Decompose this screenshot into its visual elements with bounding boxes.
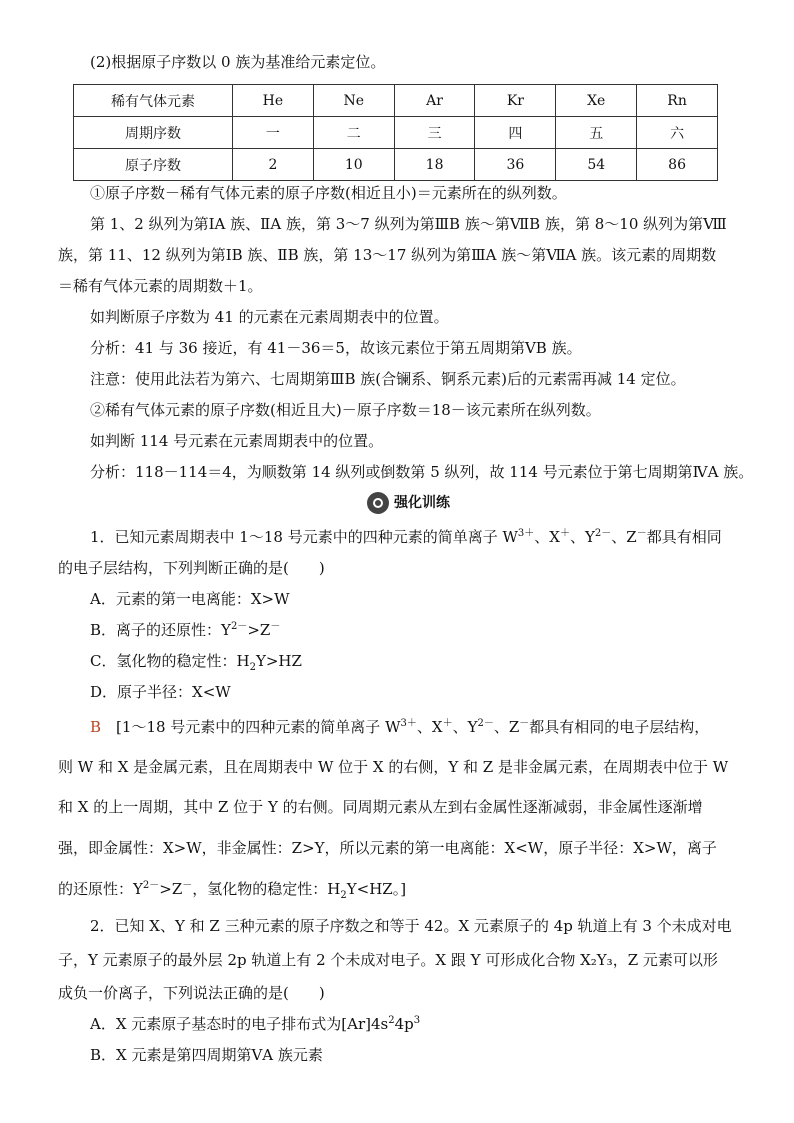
q2-option-b: B．X 元素是第四周期第ⅤA 族元素 <box>90 1046 323 1064</box>
q1-explanation-line: 强，即金属性：X>W，非金属性：Z>Y，所以元素的第一电离能：X<W，原子半径：X>W，离子 <box>58 839 717 857</box>
q1-option-a: A．元素的第一电离能：X>W <box>90 590 290 608</box>
q1-option-b: B．离子的还原性：$Y^{2-}>Z^-$ <box>90 621 281 639</box>
method1-line: 分析：41 与 36 接近，有 41－36＝5，故该元素位于第五周期第ⅤB 族。 <box>90 339 582 357</box>
method1-line: 族，第 11、12 纵列为第ⅠB 族、ⅡB 族，第 13～17 纵列为第ⅢA 族～第ⅦA 族。该元素的周期数 <box>58 246 717 264</box>
table-cell: 2 <box>233 149 314 181</box>
table-cell: Xe <box>556 85 637 117</box>
table-cell: 六 <box>637 117 718 149</box>
table-cell: 86 <box>637 149 718 181</box>
method1-line: 注意：使用此法若为第六、七周期第ⅢB 族(合镧系、锕系元素)后的元素需再减 14 定位。 <box>90 370 686 388</box>
table-cell: 四 <box>475 117 556 149</box>
table-cell: 18 <box>394 149 475 181</box>
table-cell: 10 <box>313 149 394 181</box>
table-cell: 一 <box>233 117 314 149</box>
method1-line: 如判断原子序数为 41 的元素在元素周期表中的位置。 <box>90 308 449 326</box>
method2-line: 如判断 114 号元素在元素周期表中的位置。 <box>90 432 384 450</box>
table-cell: He <box>233 85 314 117</box>
q1-stem-line: 的电子层结构，下列判断正确的是( ) <box>58 559 325 577</box>
method2-line: ②稀有气体元素的原子序数(相近且大)－原子序数＝18－该元素所在纵列数。 <box>90 401 601 419</box>
table-cell: 二 <box>313 117 394 149</box>
table-row <box>74 117 718 149</box>
section-banner <box>367 492 491 514</box>
method2-line: 分析：118－114＝4，为顺数第 14 纵列或倒数第 5 纵列，故 114 号元素位于第七周期第ⅣA 族。 <box>90 463 754 481</box>
table-cell: 54 <box>556 149 637 181</box>
q2-stem-line: 2．已知 X、Y 和 Z 三种元素的原子序数之和等于 42。X 元素原子的 4p 轨道上有 3 个未成对电 <box>90 917 732 935</box>
target-icon <box>367 492 389 514</box>
q1-stem-line: 1．已知元素周期表中 1～18 号元素中的四种元素的简单离子 $W^{3+}$、X＋、$Y^{2-}$、Z－都具有相同 <box>90 528 722 546</box>
q2-stem-line: 成负一价离子，下列说法正确的是( ) <box>58 984 325 1002</box>
banner-title: 强化训练 <box>394 495 450 511</box>
noble-gas-table <box>73 84 718 181</box>
row-label: 周期序数 <box>74 117 233 149</box>
q1-explanation-line: 和 X 的上一周期，其中 Z 位于 Y 的右侧。同周期元素从左到右金属性逐渐减弱，非金属性逐渐增 <box>58 798 703 816</box>
method1-line: 第 1、2 纵列为第ⅠA 族、ⅡA 族，第 3～7 纵列为第ⅢB 族～第ⅦB 族，第 8～10 纵列为第Ⅷ <box>90 215 727 233</box>
q2-stem-line: 子，Y 元素原子的最外层 2p 轨道上有 2 个未成对电子。X 跟 Y 可形成化合物 X₂Y₃，Z 元素可以形 <box>58 951 718 969</box>
table-cell: 三 <box>394 117 475 149</box>
q1-option-d: D．原子半径：X<W <box>90 683 231 701</box>
section-heading: (2)根据原子序数以 0 族为基准给元素定位。 <box>90 53 386 71</box>
q2-option-a: A．X 元素原子基态时的电子排布式为$[Ar]4s^24p^3$ <box>90 1015 421 1033</box>
table-row <box>74 85 718 117</box>
q1-option-c: C．氢化物的稳定性：$H_2Y>HZ$ <box>90 652 302 673</box>
table-cell: Ar <box>394 85 475 117</box>
method1-line: ＝稀有气体元素的周期数＋1。 <box>58 277 263 295</box>
row-label: 稀有气体元素 <box>74 85 233 117</box>
q1-explanation-line: B [1～18 号元素中的四种元素的简单离子 $W^{3+}$、X＋、$Y^{2-}$、Z－都具有相同的电子层结构， <box>90 718 710 736</box>
answer-letter: B <box>90 718 102 736</box>
table-cell: Rn <box>637 85 718 117</box>
method1-line: ①原子序数－稀有气体元素的原子序数(相近且小)＝元素所在的纵列数。 <box>90 184 567 202</box>
table-cell: 36 <box>475 149 556 181</box>
table-row <box>74 149 718 181</box>
q1-explanation-line: 则 W 和 X 是金属元素，且在周期表中 W 位于 X 的右侧，Y 和 Z 是非金属元素，在周期表中位于 W <box>58 758 729 776</box>
q1-explanation-line: 的还原性：$Y^{2-}>Z^-$，氢化物的稳定性：$H_2Y<HZ$。] <box>58 880 407 901</box>
row-label: 原子序数 <box>74 149 233 181</box>
table-cell: Ne <box>313 85 394 117</box>
table-cell: Kr <box>475 85 556 117</box>
table-cell: 五 <box>556 117 637 149</box>
